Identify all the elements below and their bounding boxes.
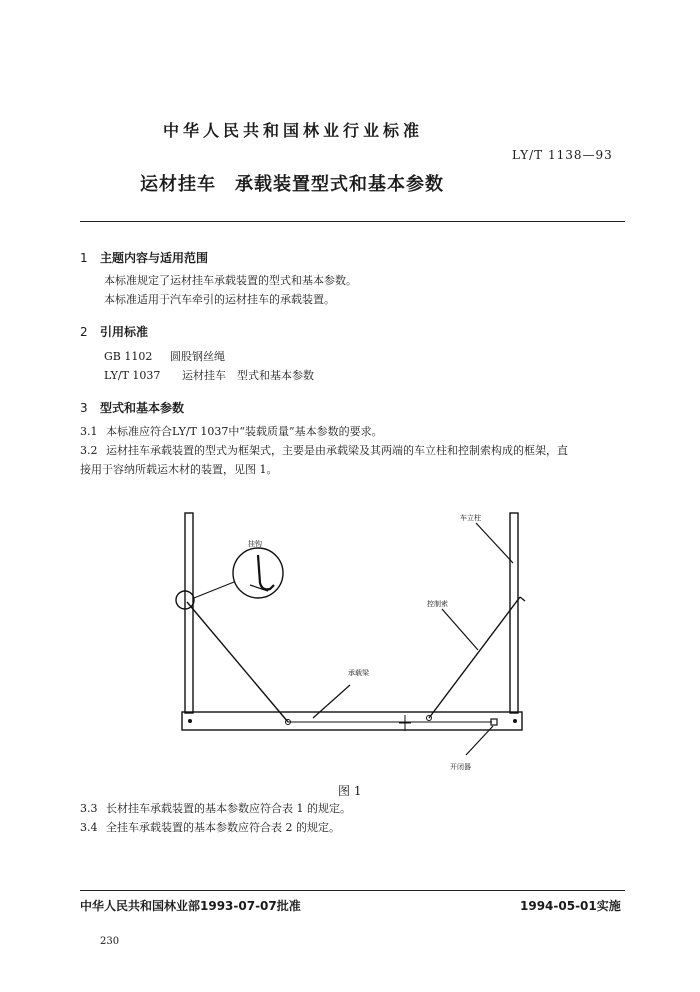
section-1-para-2: 本标准适用于汽车牵引的运材挂车的承载装置。 <box>104 293 335 306</box>
clause-text: 运材挂车承载装置的型式为框架式，主要是由承载梁及其两端的车立柱和控制索构成的框架，直 <box>106 444 568 457</box>
section-title: 引用标准 <box>100 325 149 339</box>
section-number: 2 <box>80 325 88 339</box>
clause-3-3 <box>80 800 351 818</box>
clause-text: 全挂车承载装置的基本参数应符合表 2 的规定。 <box>106 821 340 834</box>
section-title: 主题内容与适用范围 <box>100 251 209 265</box>
reference-code: GB 1102 <box>104 350 153 363</box>
reference-name: 圆股钢丝绳 <box>170 350 225 363</box>
load-beam <box>182 712 522 730</box>
clause-number: 3.3 <box>80 802 98 815</box>
label-post: 车立柱 <box>460 514 481 522</box>
reference-item <box>104 348 225 366</box>
leader-beam <box>313 685 350 718</box>
clause-3-1 <box>80 423 383 441</box>
clause-text: 本标准应符合LY/T 1037中“装载质量”基本参数的要求。 <box>106 425 383 438</box>
standard-code: LY/T 1138—93 <box>512 148 613 162</box>
reference-code: LY/T 1037 <box>104 369 161 382</box>
clause-3-4 <box>80 819 340 837</box>
page-number: 230 <box>100 936 120 947</box>
label-beam: 承载梁 <box>348 669 369 677</box>
beam-bolt <box>513 719 517 723</box>
section-2-heading <box>80 323 148 340</box>
leader-post <box>476 523 513 563</box>
implementation-date: 1994-05-01实施 <box>520 899 621 913</box>
cable-anchor <box>520 597 525 601</box>
label-switch: 开闭器 <box>450 763 471 771</box>
section-1-para-1: 本标准规定了运材挂车承载装置的型式和基本参数。 <box>104 274 357 287</box>
clause-number: 3.1 <box>80 425 98 438</box>
right-post <box>510 513 518 713</box>
figure-caption: 图 1 <box>338 784 362 798</box>
label-hook: 挂钩 <box>248 540 262 548</box>
hook-detail <box>258 555 274 589</box>
document-title: 运材挂车 承载装置型式和基本参数 <box>140 174 444 195</box>
footer-rule <box>80 890 625 891</box>
left-post <box>185 513 193 713</box>
section-1-heading <box>80 249 208 266</box>
reference-item <box>104 367 314 385</box>
label-cable: 控制索 <box>427 600 448 608</box>
figure-1 <box>170 505 540 775</box>
approval-line: 中华人民共和国林业部1993-07-07批准 <box>80 899 301 913</box>
section-number: 3 <box>80 401 88 415</box>
hook-detail-line <box>250 585 268 591</box>
section-title: 型式和基本参数 <box>100 401 185 415</box>
section-number: 1 <box>80 251 88 265</box>
leader-cable <box>442 609 478 650</box>
load-bearing-frame-diagram <box>170 505 540 775</box>
section-3-heading <box>80 399 184 416</box>
clause-text: 长材挂车承载装置的基本参数应符合表 1 的规定。 <box>106 802 351 815</box>
right-control-cable <box>429 597 520 718</box>
detail-leader <box>194 582 234 598</box>
header-rule <box>80 221 625 222</box>
left-control-cable <box>187 602 288 722</box>
clause-3-2-line-2: 接用于容纳所载运木材的装置，见图 1。 <box>80 463 278 476</box>
beam-bolt <box>188 719 192 723</box>
clause-number: 3.2 <box>80 444 98 457</box>
clause-3-2-line-1 <box>80 442 568 460</box>
issuing-body-title: 中华人民共和国林业行业标准 <box>163 121 424 140</box>
reference-name: 运材挂车 型式和基本参数 <box>182 369 314 382</box>
clause-number: 3.4 <box>80 821 98 834</box>
